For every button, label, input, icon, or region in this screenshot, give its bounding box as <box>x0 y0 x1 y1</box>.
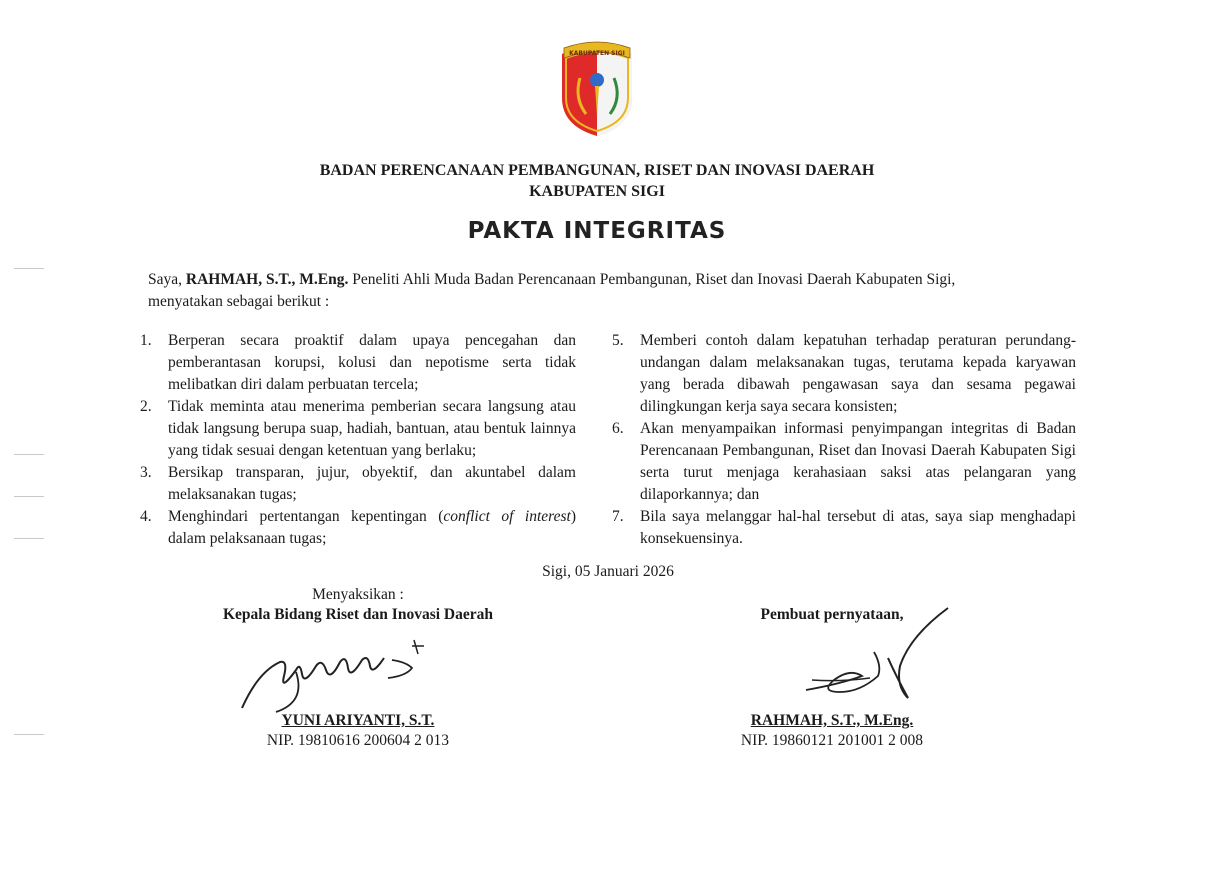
scan-mark <box>14 538 44 539</box>
statement-item-3 <box>140 462 576 506</box>
document-title: PAKTA INTEGRITAS <box>467 218 727 244</box>
maker-name-block <box>700 712 964 750</box>
item-text: Bila saya melanggar hal-hal tersebut di atas, saya siap menghadapi konsekuensinya. <box>640 508 1076 547</box>
intro-paragraph <box>148 269 1076 313</box>
emblem-icon <box>552 38 642 138</box>
maker-label: Pembuat pernyataan, <box>760 606 904 623</box>
statement-list-left <box>140 330 576 550</box>
statement-item-6 <box>612 418 1076 506</box>
witness-nip: NIP. 19810616 200604 2 013 <box>266 732 450 749</box>
witness-name-block <box>200 712 516 750</box>
intro-rest: Peneliti Ahli Muda Badan Perencanaan Pembangunan, Riset dan Inovasi Daerah Kabupaten Sigi, <box>352 271 956 288</box>
item-text: Berperan secara proaktif dalam upaya pencegahan dan pemberantasan korupsi, kolusi dan nepotisme serta tidak melibatkan diri dalam perbuatan tercela; <box>168 332 576 393</box>
item-text: Bersikap transparan, jujur, obyektif, dan akuntabel dalam melaksanakan tugas; <box>168 464 576 503</box>
witness-label: Menyaksikan : <box>312 586 404 603</box>
item-number: 7. <box>612 508 624 525</box>
agency-name: BADAN PERENCANAAN PEMBANGUNAN, RISET DAN INOVASI DAERAH <box>319 162 875 179</box>
item-text-after: ) dalam pelaksanaan tugas; <box>168 508 576 547</box>
maker-signature <box>800 606 960 702</box>
item-text: Akan menyampaikan informasi penyimpangan integritas di Badan Perencanaan Pembangunan, Riset dan Inovasi Daerah Kabupaten Sigi serta turut menjaga kerahasiaan saksi atas pelangaran yang dilaporkannya; dan <box>640 420 1076 503</box>
witness-block <box>200 586 516 624</box>
statement-list-right <box>612 330 1076 550</box>
scan-mark <box>14 454 44 455</box>
item-number: 1. <box>140 332 152 349</box>
statement-item-1 <box>140 330 576 396</box>
statement-item-4 <box>140 506 576 550</box>
item-number: 4. <box>140 508 152 525</box>
maker-nip: NIP. 19860121 201001 2 008 <box>740 732 924 749</box>
regency-name: KABUPATEN SIGI <box>529 183 665 200</box>
witness-name: YUNI ARIYANTI, S.T. <box>281 712 435 729</box>
item-text-italic: conflict of interest <box>443 508 571 525</box>
kabupaten-sigi-logo <box>552 38 642 138</box>
logo-text: KABUPATEN SIGI <box>569 50 625 57</box>
intro-prefix: Saya, <box>148 271 183 288</box>
scan-mark <box>14 268 44 269</box>
intro-name: RAHMAH, S.T., M.Eng. <box>185 271 349 288</box>
maker-name: RAHMAH, S.T., M.Eng. <box>750 712 914 729</box>
statement-item-7 <box>612 506 1076 550</box>
item-text: Memberi contoh dalam kepatuhan terhadap peraturan perundang-undangan dalam melaksanakan tugas, terutama kepada karyawan yang berada dibawah pengawasan saya dan sesama pegawai dilingkungan kerja saya secara konsisten; <box>640 332 1076 415</box>
intro-line-2: menyatakan sebagai berikut : <box>148 293 330 310</box>
witness-signature <box>236 632 436 716</box>
statement-item-5 <box>612 330 1076 418</box>
item-number: 3. <box>140 464 152 481</box>
item-text-before: Menghindari pertentangan kepentingan ( <box>168 508 444 525</box>
witness-role: Kepala Bidang Riset dan Inovasi Daerah <box>222 606 493 623</box>
intro-line-1 <box>148 269 1076 291</box>
scan-mark <box>14 496 44 497</box>
place-date: Sigi, 05 Januari 2026 <box>542 563 674 580</box>
item-number: 2. <box>140 398 152 415</box>
item-text: Tidak meminta atau menerima pemberian secara langsung atau tidak langsung berupa suap, hadiah, bantuan, atau bentuk lainnya yang tidak sesuai dengan ketentuan yang berlaku; <box>168 398 576 459</box>
scan-mark <box>14 734 44 735</box>
statement-item-2 <box>140 396 576 462</box>
item-number: 6. <box>612 420 624 437</box>
item-number: 5. <box>612 332 624 349</box>
